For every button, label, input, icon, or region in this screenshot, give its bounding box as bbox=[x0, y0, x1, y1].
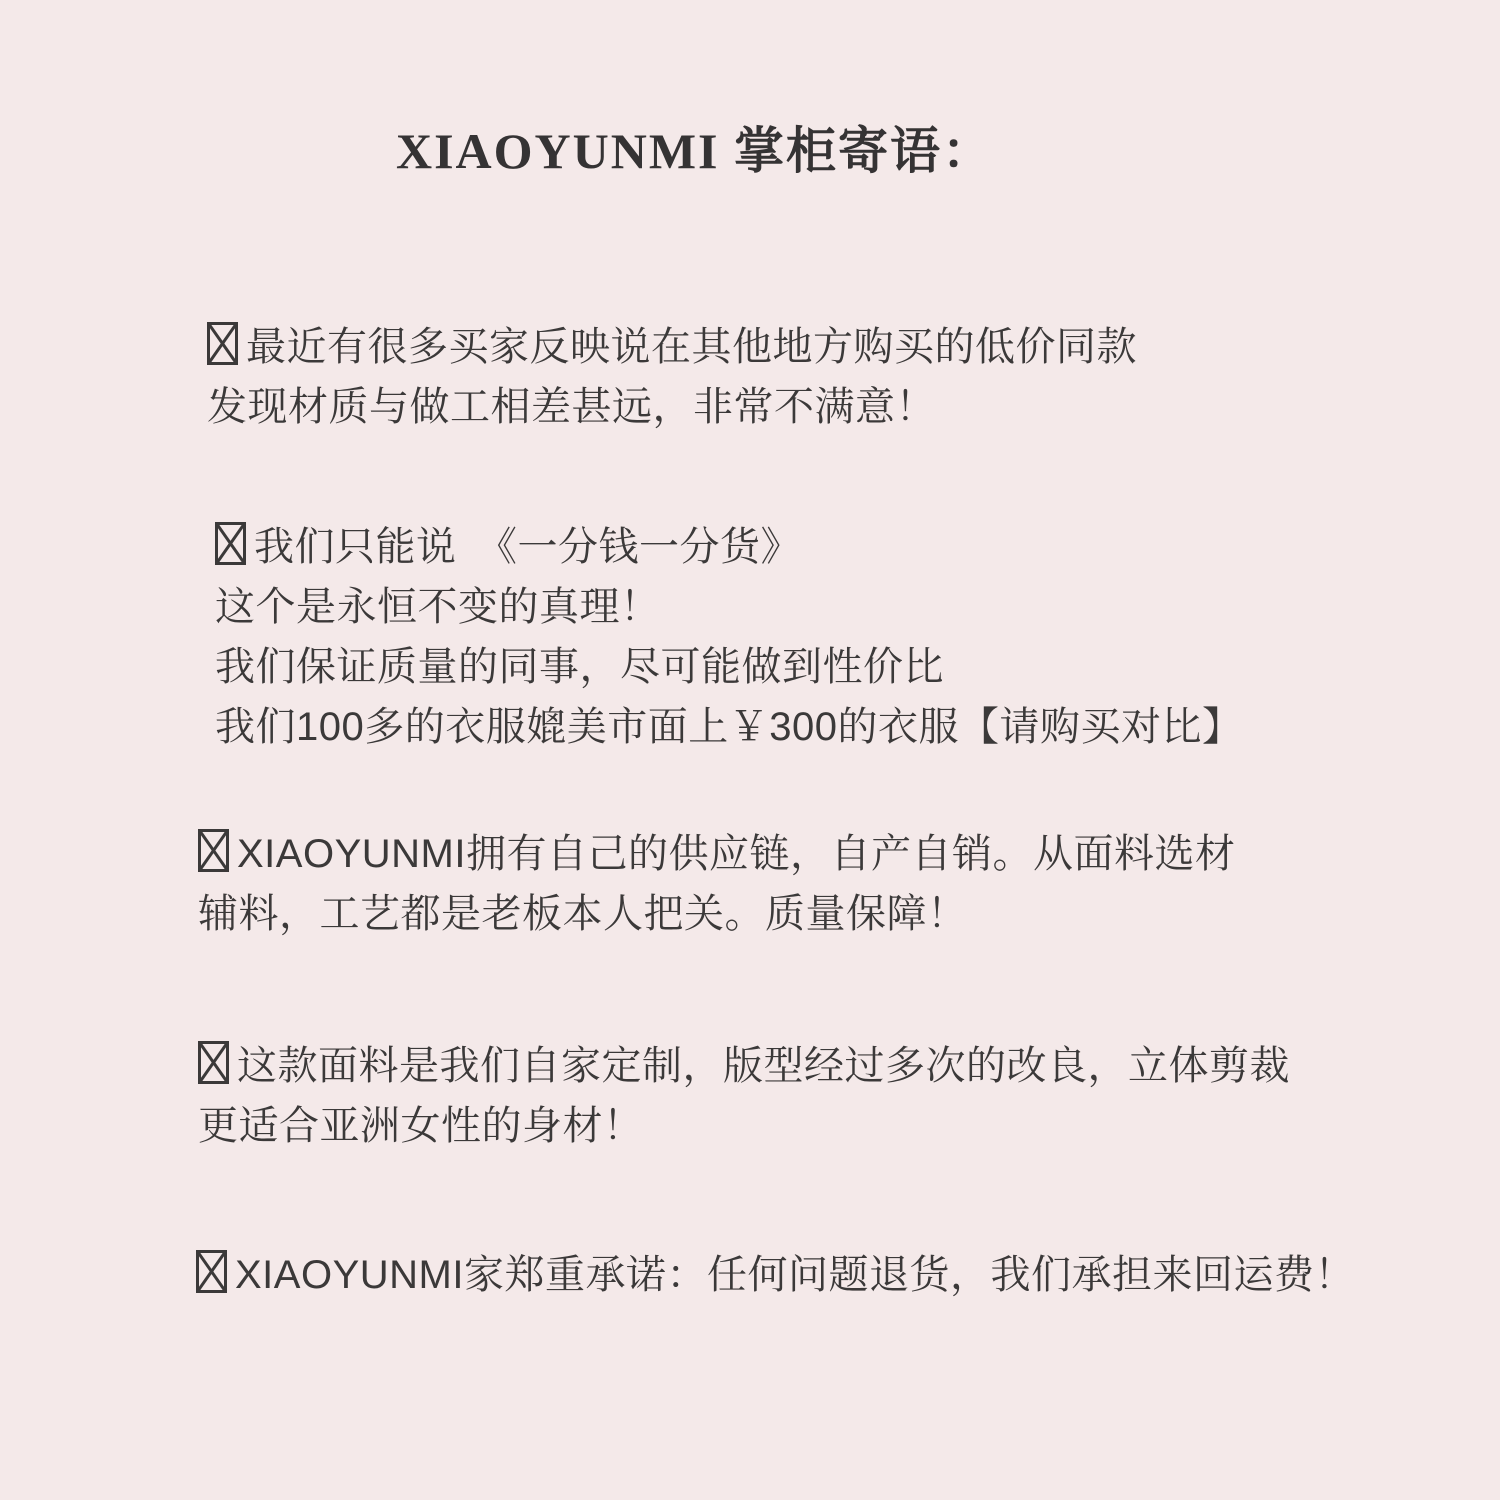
paragraph-text: 发现材质与做工相差甚远，非常不满意！ bbox=[207, 385, 936, 429]
paragraph-text: XIAOYUNMI拥有自己的供应链，自产自销。从面料选材 bbox=[237, 832, 1236, 876]
paragraph-text: XIAOYUNMI家郑重承诺：任何问题退货，我们承担来回运费！ bbox=[235, 1253, 1355, 1297]
paragraph-fabric-fit bbox=[198, 1036, 1290, 1156]
paragraph-text: 我们保证质量的同事，尽可能做到性价比 bbox=[215, 645, 944, 689]
paragraph-text: 这款面料是我们自家定制，版型经过多次的改良，立体剪裁 bbox=[237, 1044, 1290, 1088]
paragraph-line bbox=[196, 1245, 1355, 1305]
paragraph-text: 最近有很多买家反映说在其他地方购买的低价同款 bbox=[246, 325, 1137, 369]
paragraph-quality-complaint bbox=[207, 317, 1137, 437]
paragraph-price-truth bbox=[215, 517, 1242, 757]
paragraph-line bbox=[198, 824, 1235, 884]
missing-glyph-icon bbox=[196, 1250, 227, 1293]
missing-glyph-icon bbox=[198, 829, 229, 872]
missing-glyph-icon bbox=[198, 1041, 229, 1084]
missing-glyph-icon bbox=[215, 522, 246, 565]
paragraph-text: 更适合亚洲女性的身材！ bbox=[198, 1104, 644, 1148]
paragraph-line bbox=[215, 517, 1242, 577]
missing-glyph-icon bbox=[207, 322, 238, 365]
page-title: XIAOYUNMI 掌柜寄语： bbox=[395, 123, 995, 179]
paragraph-text: 我们只能说 《一分钱一分货》 bbox=[254, 525, 801, 569]
paragraph-text: 辅料，工艺都是老板本人把关。质量保障！ bbox=[198, 892, 968, 936]
paragraph-line bbox=[207, 317, 1137, 377]
paragraph-line bbox=[198, 1036, 1290, 1096]
paragraph-supply-chain bbox=[198, 824, 1235, 944]
paragraph-return-promise bbox=[196, 1245, 1355, 1305]
paragraph-text: 我们100多的衣服媲美市面上￥300的衣服【请购买对比】 bbox=[215, 705, 1243, 749]
paragraph-text: 这个是永恒不变的真理！ bbox=[215, 585, 661, 629]
